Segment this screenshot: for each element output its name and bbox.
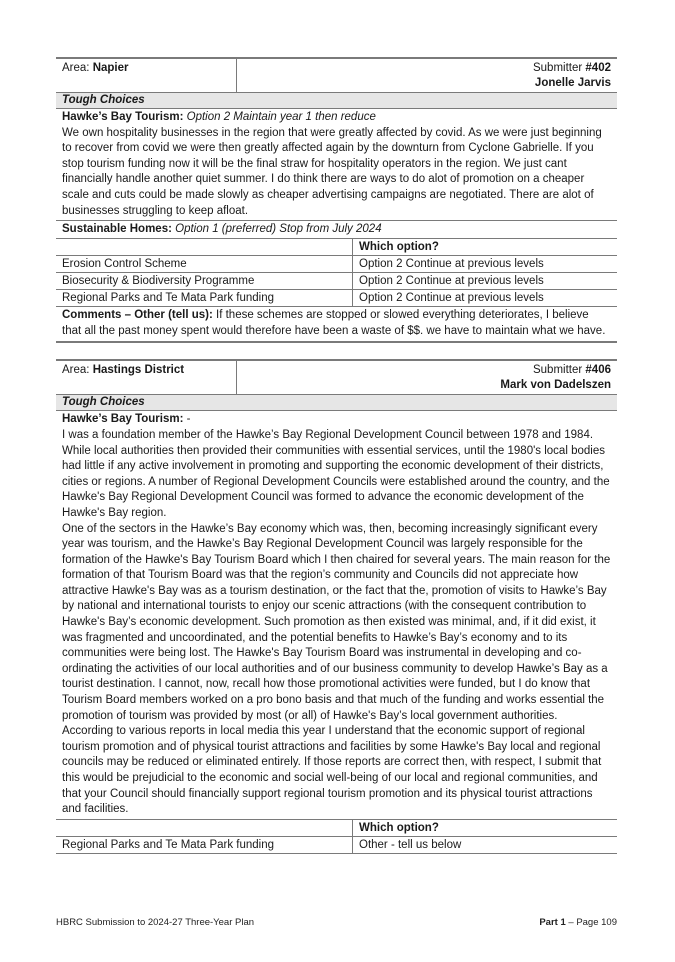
comments-label: Comments – Other (tell us): <box>62 309 213 322</box>
footer-page: – Page 109 <box>568 917 617 928</box>
area-cell <box>56 361 237 394</box>
document-page <box>56 57 617 854</box>
submitter-name: Mark von Dadelszen <box>500 379 611 392</box>
comment-paragraph: According to various reports in local media this year I understand that the economic support of regional tourism promotion and of physical tourist attractions and facilities by some Hawke's Bay local and regional councils may be reduced or eliminated entirely. If those reports are correct then, with respect, I submit that this would be prejudicial to the economic and social well-being of our local and regional communities, and that your Council should financially support regional tourism promotion and its physical tourist attractions and facilities. <box>62 725 602 816</box>
comment-paragraph: I was a foundation member of the Hawke’s Bay Regional Development Council between 1978 and 1984. While local authorities then provided their communities with essential services, until the 1980's local bodies had little if any active involvement in promoting and supporting the economic development of their districts, cities or regions. A number of Regional Development Councils were established around the country, and the Hawke's Bay Regional Development Council was formed to advance the economic development of the Hawke's Bay region. <box>62 428 610 519</box>
comments-block <box>56 306 617 343</box>
area-value: Napier <box>92 62 129 74</box>
submission-406 <box>56 359 617 853</box>
section-title: Tough Choices <box>56 93 617 109</box>
submitter-number: #402 <box>585 62 611 74</box>
section-title: Tough Choices <box>56 395 617 411</box>
submission-header <box>56 57 617 93</box>
footer-part: Part 1 <box>539 917 566 928</box>
scheme-choice: Other - tell us below <box>353 836 618 853</box>
area-cell <box>56 59 237 92</box>
options-header: Which option? <box>353 819 618 836</box>
comments-text: If these schemes are stopped or slowed everything deteriorates, I believe that all the past money spent would therefore have been a waste of $$. we have to maintain what we have. <box>62 309 606 337</box>
table-row <box>56 256 617 273</box>
tourism-label: Hawke’s Bay Tourism: <box>62 413 184 426</box>
tourism-line <box>56 411 617 428</box>
table-row <box>56 290 617 307</box>
submission-402 <box>56 57 617 343</box>
homes-line <box>56 220 617 238</box>
tourism-comment: We own hospitality businesses in the region that were greatly affected by covid. As we were just beginning to recover from covid we were then greatly affected again by the downturn from Cyclone Gabrielle. If you stop tourism funding now it will be the final straw for hospitality operators in the region. We just cant financially handle another quiet summer. I do think there are ways to do alot of promotion on a cheaper scale and cuts could be made slowly as cheaper advertising campaigns are negotiated. There are alot of businesses struggling to keep afloat. <box>62 126 602 217</box>
area-label: Area: <box>62 62 90 74</box>
homes-label: Sustainable Homes: <box>62 223 172 236</box>
options-table <box>56 238 617 306</box>
options-header: Which option? <box>353 239 618 256</box>
scheme-choice: Option 2 Continue at previous levels <box>353 273 618 290</box>
tourism-choice: - <box>186 413 191 426</box>
area-value: Hastings District <box>92 364 185 377</box>
options-header-row <box>56 819 617 836</box>
table-row <box>56 836 617 853</box>
tourism-label: Hawke’s Bay Tourism: <box>62 111 184 123</box>
submitter-label: Submitter <box>532 62 583 74</box>
scheme-name: Erosion Control Scheme <box>56 256 353 273</box>
submitter-cell <box>237 59 617 92</box>
options-table <box>56 819 617 854</box>
page-number <box>539 917 617 928</box>
tourism-line <box>56 109 617 126</box>
submitter-cell <box>237 361 617 394</box>
footer-title: HBRC Submission to 2024-27 Three-Year Plan <box>56 917 255 928</box>
scheme-choice: Option 2 Continue at previous levels <box>353 290 618 307</box>
tourism-choice: Option 2 Maintain year 1 then reduce <box>186 111 376 123</box>
scheme-name: Biosecurity & Biodiversity Programme <box>56 273 353 290</box>
options-header-row <box>56 239 617 256</box>
submission-header <box>56 359 617 395</box>
options-header-blank <box>56 819 353 836</box>
scheme-name: Regional Parks and Te Mata Park funding <box>56 290 353 307</box>
comment-paragraph: One of the sectors in the Hawke’s Bay economy which was, then, becoming increasingly significant every year was tourism, and the Hawke’s Bay Regional Development Council was largely responsible for the formation of the Hawke's Bay Tourism Board which I then chaired for several years. The main reason for the formation of that Tourism Board was that the region’s community and Councils did not appreciate how attractive Hawke's Bay was as a tourism destination, or the fact that the, promotion of visits to Hawke’s Bay by national and international tourists to enjoy our scenic attractions (with the consequent contribution to Hawke's Bay’s economic development. Such promotion as then existed was minimal, and, if it did exist, it was fragmented and uncoordinated, and the potential benefits to Hawke’s Bay’s economy and to its communities were being lost. The Hawke's Bay Tourism Board was instrumental in developing and co-ordinating the activities of our local authorities and of our business community to develop Hawke’s Bay as a tourist destination. I cannot, now, recall how those promotional activities were funded, but I do know that Tourism Board members worked on a pro bono basis and that much of the funding and works essential the promotion of tourism was provided by most (or all) of Hawke's Bay’s local government authorities. <box>62 522 611 722</box>
submitter-label: Submitter <box>532 364 583 377</box>
scheme-choice: Option 2 Continue at previous levels <box>353 256 618 273</box>
table-row <box>56 273 617 290</box>
scheme-name: Regional Parks and Te Mata Park funding <box>56 836 353 853</box>
options-header-blank <box>56 239 353 256</box>
homes-choice: Option 1 (preferred) Stop from July 2024 <box>175 223 382 236</box>
submitter-number: #406 <box>585 364 611 377</box>
submitter-name: Jonelle Jarvis <box>534 77 611 89</box>
area-label: Area: <box>62 364 90 377</box>
page-footer <box>56 917 617 928</box>
